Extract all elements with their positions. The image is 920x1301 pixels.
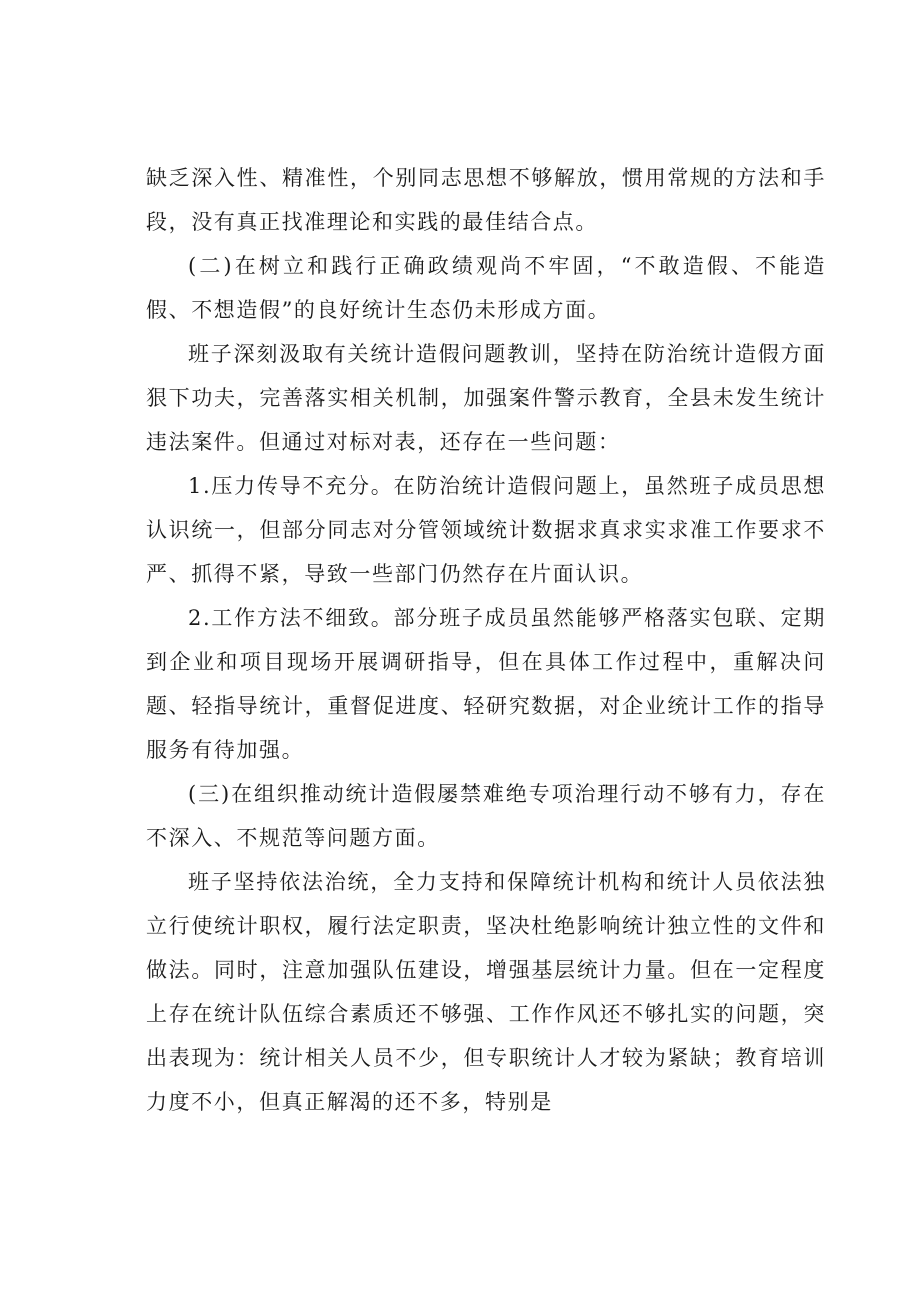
numbered-item-one: 1.压力传导不充分。在防治统计造假问题上，虽然班子成员思想认识统一，但部分同志对分管领域统计数据求真求实求准工作要求不严、抓得不紧，导致一些部门仍然存在片面认识。 xyxy=(146,474,826,586)
document-body xyxy=(146,156,826,1124)
numbered-item-two: 2.工作方法不细致。部分班子成员虽然能够严格落实包联、定期到企业和项目现场开展调研指导，但在具体工作过程中，重解决问题、轻指导统计，重督促进度、轻研究数据，对企业统计工作的指导服务有待加强。 xyxy=(146,606,826,762)
section-heading-two: (二)在树立和践行正确政绩观尚不牢固，“不敢造假、不能造假、不想造假”的良好统计生态仍未形成方面。 xyxy=(146,254,826,322)
section-heading-three: (三)在组织推动统计造假屡禁难绝专项治理行动不够有力，存在不深入、不规范等问题方面。 xyxy=(146,782,826,850)
paragraph-body: 班子深刻汲取有关统计造假问题教训，坚持在防治统计造假方面狠下功夫，完善落实相关机制，加强案件警示教育，全县未发生统计违法案件。但通过对标对表，还存在一些问题： xyxy=(146,342,826,454)
paragraph-body: 班子坚持依法治统，全力支持和保障统计机构和统计人员依法独立行使统计职权，履行法定职责，坚决杜绝影响统计独立性的文件和做法。同时，注意加强队伍建设，增强基层统计力量。但在一定程度上存在统计队伍综合素质还不够强、工作作风还不够扎实的问题，突出表现为：统计相关人员不少，但专职统计人才较为紧缺；教育培训力度不小，但真正解渴的还不多，特别是 xyxy=(146,870,826,1114)
paragraph-continuation: 缺乏深入性、精准性，个别同志思想不够解放，惯用常规的方法和手段，没有真正找准理论和实践的最佳结合点。 xyxy=(146,166,826,234)
